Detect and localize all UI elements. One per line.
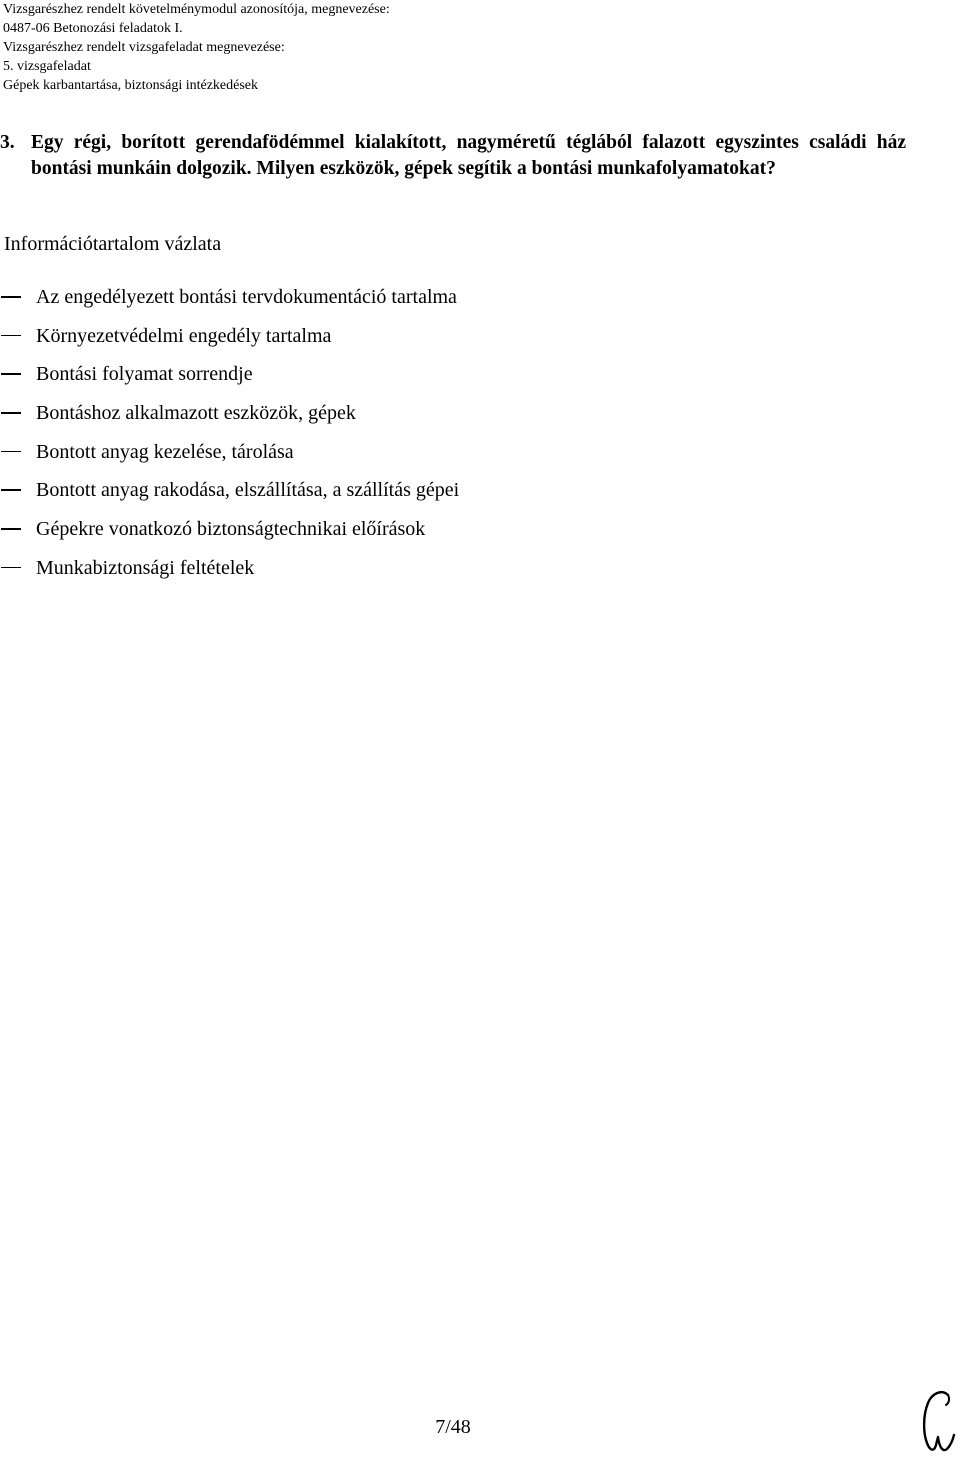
list-item — [0, 477, 900, 516]
dash-bullet-icon — [1, 296, 21, 298]
list-item-text: Bontott anyag kezelése, tárolása — [36, 440, 294, 463]
dash-bullet-icon — [1, 528, 21, 530]
dash-bullet-icon — [1, 489, 21, 491]
header-module-label: Vizsgarészhez rendelt követelménymodul azonosítója, megnevezése: — [3, 2, 390, 17]
header-task-number: 5. vizsgafeladat — [3, 59, 91, 74]
list-item-text: Bontott anyag rakodása, elszállítása, a szállítás gépei — [36, 479, 460, 502]
question-number: 3. — [0, 132, 15, 153]
list-item — [0, 284, 900, 323]
dash-bullet-icon — [1, 567, 21, 569]
question-text: Egy régi, borított gerendafödémmel kialakított, nagyméretű téglából falazott egyszintes családi ház bontási munkáin dolgozik. Milyen eszközök, gépek segítik a bontási munkafolyamatokat? — [31, 132, 906, 179]
list-item-text: Bontáshoz alkalmazott eszközök, gépek — [36, 402, 356, 425]
page-number: 7/48 — [435, 1416, 471, 1438]
header-task-title: Gépek karbantartása, biztonsági intézkedések — [3, 78, 259, 93]
dash-bullet-icon — [1, 451, 21, 453]
list-item-text: Környezetvédelmi engedély tartalma — [36, 324, 332, 347]
list-item — [0, 400, 900, 439]
list-item — [0, 439, 900, 478]
question — [0, 130, 906, 182]
dash-bullet-icon — [1, 412, 21, 414]
document-header — [3, 0, 943, 95]
list-item-text: Munkabiztonsági feltételek — [36, 556, 255, 579]
signature-icon — [918, 1385, 958, 1461]
dash-bullet-icon — [1, 335, 21, 337]
list-item-text: Bontási folyamat sorrendje — [36, 363, 253, 386]
list-item — [0, 323, 900, 362]
list-item — [0, 361, 900, 400]
header-module-value: 0487-06 Betonozási feladatok I. — [3, 21, 183, 36]
header-task-label: Vizsgarészhez rendelt vizsgafeladat megnevezése: — [3, 40, 285, 55]
dash-bullet-icon — [1, 373, 21, 375]
list-item-text: Az engedélyezett bontási tervdokumentáció tartalma — [36, 286, 457, 308]
list-item-text: Gépekre vonatkozó biztonságtechnikai előírások — [36, 518, 426, 541]
list-item — [0, 516, 900, 555]
outline-title: Információtartalom vázlata — [4, 233, 222, 255]
outline-list — [0, 284, 900, 594]
list-item — [0, 555, 900, 594]
